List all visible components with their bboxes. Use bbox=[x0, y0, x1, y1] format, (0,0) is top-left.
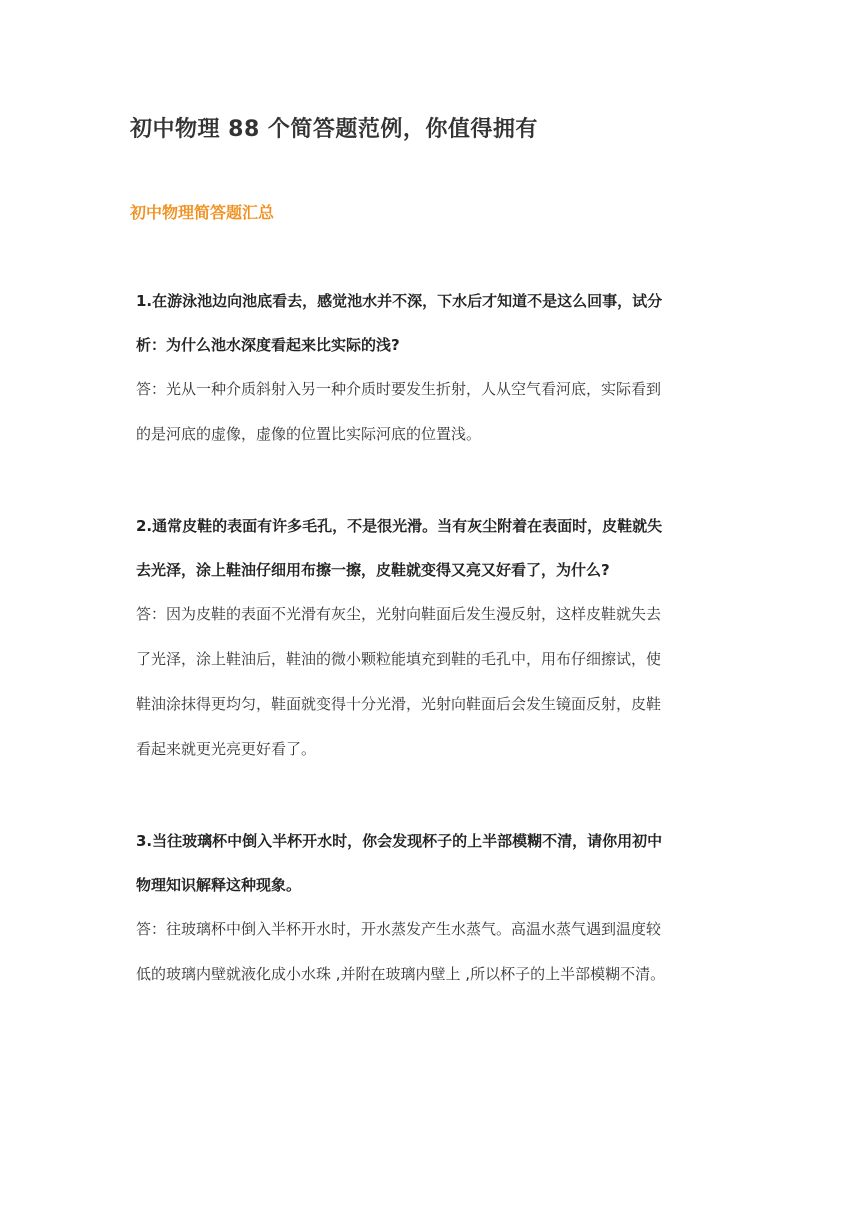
question-line: 1.在游泳池边向池底看去，感觉池水并不深，下水后才知道不是这么回事，试分 bbox=[136, 292, 663, 310]
answer-line: 低的玻璃内壁就液化成小水珠 ,并附在玻璃内壁上 ,所以杯子的上半部模糊不清。 bbox=[136, 965, 666, 983]
question-line: 析：为什么池水深度看起来比实际的浅? bbox=[136, 336, 400, 354]
qa-item-1 bbox=[136, 279, 726, 457]
answer-line: 鞋油涂抹得更均匀，鞋面就变得十分光滑，光射向鞋面后会发生镜面反射，皮鞋 bbox=[136, 695, 662, 713]
section-heading: 初中物理简答题汇总 bbox=[130, 203, 275, 222]
answer-line: 看起来就更光亮更好看了。 bbox=[136, 740, 317, 758]
qa-item-3 bbox=[136, 819, 726, 997]
answer-line: 的是河底的虚像，虚像的位置比实际河底的位置浅。 bbox=[136, 425, 482, 443]
answer-line: 了光泽，涂上鞋油后，鞋油的微小颗粒能填充到鞋的毛孔中，用布仔细擦试，使 bbox=[136, 650, 662, 668]
question-2 bbox=[136, 504, 726, 592]
page-title: 初中物理 88 个简答题范例，你值得拥有 bbox=[130, 117, 538, 142]
question-line: 3.当往玻璃杯中倒入半杯开水时，你会发现杯子的上半部模糊不清，请你用初中 bbox=[136, 832, 663, 850]
answer-line: 答：因为皮鞋的表面不光滑有灰尘，光射向鞋面后发生漫反射，这样皮鞋就失去 bbox=[136, 605, 662, 623]
answer-line: 答：光从一种介质斜射入另一种介质时要发生折射，人从空气看河底，实际看到 bbox=[136, 380, 662, 398]
answer-3 bbox=[136, 907, 726, 997]
question-line: 物理知识解释这种现象。 bbox=[136, 876, 302, 894]
qa-item-2 bbox=[136, 504, 726, 772]
answer-1 bbox=[136, 367, 726, 457]
question-3 bbox=[136, 819, 726, 907]
answer-2 bbox=[136, 592, 726, 772]
question-line: 去光泽，涂上鞋油仔细用布擦一擦，皮鞋就变得又亮又好看了，为什么? bbox=[136, 561, 610, 579]
question-1 bbox=[136, 279, 726, 367]
question-line: 2.通常皮鞋的表面有许多毛孔，不是很光滑。当有灰尘附着在表面时，皮鞋就失 bbox=[136, 517, 663, 535]
answer-line: 答：往玻璃杯中倒入半杯开水时，开水蒸发产生水蒸气。高温水蒸气遇到温度较 bbox=[136, 920, 662, 938]
